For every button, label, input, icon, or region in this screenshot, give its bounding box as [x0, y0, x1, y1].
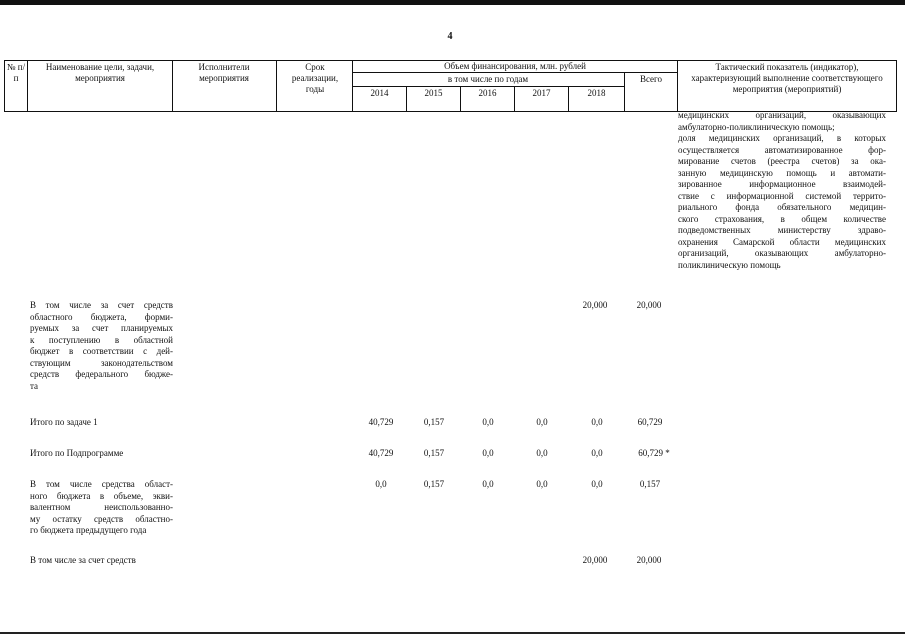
header-executors: Исполнители мероприятия — [198, 62, 250, 83]
cell-total: 60,729 * — [638, 448, 670, 458]
page-number: 4 — [447, 31, 453, 42]
cell-2016: 0,0 — [482, 479, 494, 489]
indicator-text — [678, 110, 886, 271]
cell-total: 20,000 — [636, 555, 662, 565]
cell-2018: 0,0 — [591, 448, 603, 458]
cell-2017: 0,0 — [536, 448, 548, 458]
indicator-line: доля медицинских организаций, в которых — [678, 133, 886, 143]
header-total: Всего — [639, 74, 663, 84]
row-desc-line: областного бюджета, форми- — [30, 311, 173, 322]
header-year-2018: 2018 — [587, 88, 606, 98]
header-year-2015: 2015 — [424, 88, 443, 98]
top-border — [0, 0, 905, 5]
indicator-line: риального фонда обязательного медицин- — [678, 202, 886, 212]
indicator-line: амбулаторно-поликлиническую помощь; — [678, 121, 835, 132]
cell-2015: 0,157 — [423, 479, 445, 489]
row-desc-line: В том числе средства област- — [30, 479, 173, 489]
row-desc-line: В том числе за счет средств — [30, 300, 173, 310]
cell-2014: 0,0 — [375, 479, 387, 489]
header-vrule — [276, 60, 277, 112]
row-desc-line: руемых за счет планируемых — [30, 323, 173, 333]
indicator-line: медицинских организаций, оказывающих — [678, 110, 886, 120]
indicator-line: ского страхования, в общем количестве — [678, 213, 886, 224]
indicator-line: мирование счетов (реестра счетов) за ока- — [678, 156, 886, 166]
cell-2016: 0,0 — [482, 448, 494, 458]
header-year-2014: 2014 — [370, 88, 389, 98]
table-row-description — [30, 417, 173, 429]
row-desc-line: Итого по Подпрограмме — [30, 448, 124, 458]
indicator-line: охранения Самарской области медицинских — [678, 236, 886, 247]
table-row-description — [30, 300, 173, 392]
row-desc-line: валентном неиспользованно- — [30, 502, 173, 512]
row-desc-line: ствующим законодательством — [30, 357, 173, 368]
cell-2016: 0,0 — [482, 417, 494, 427]
cell-2014: 40,729 — [368, 448, 394, 458]
row-desc-line: бюджет в соответствии с дей- — [30, 346, 173, 356]
indicator-line: поликлиническую помощь — [678, 259, 781, 270]
indicator-line: подведомственных министерству здраво- — [678, 225, 886, 235]
funding-subrule — [352, 72, 677, 73]
header-num: № п/п — [6, 62, 26, 83]
cell-total: 60,729 — [637, 417, 663, 427]
row-desc-line: та — [30, 380, 39, 391]
table-header — [4, 60, 897, 112]
header-year-2017: 2017 — [532, 88, 551, 98]
indicator-line: зированное информационное взаимодей- — [678, 179, 886, 189]
cell-2018: 20,000 — [582, 555, 608, 565]
header-vrule — [27, 60, 28, 112]
row-desc-line: к поступлению в областной — [30, 334, 173, 345]
table-row-description — [30, 479, 173, 537]
cell-2017: 0,0 — [536, 479, 548, 489]
row-desc-line: го бюджета предыдущего года — [30, 525, 147, 535]
header-vrule — [677, 60, 678, 112]
header-by-years: в том числе по годам — [447, 74, 529, 84]
cell-total: 0,157 — [639, 479, 661, 489]
row-desc-line: ного бюджета в объеме, экви- — [30, 490, 173, 501]
indicator-line: ствие с информационной системой террито- — [678, 190, 886, 201]
row-desc-line: Итого по задаче 1 — [30, 417, 98, 427]
cell-2018: 0,0 — [591, 479, 603, 489]
cell-2018: 0,0 — [591, 417, 603, 427]
header-indicator: Тактический показатель (индикатор), характеризующий выполнение соответствующего мероприятия (мероприятий) — [691, 62, 883, 94]
header-period: Срок реализации, годы — [291, 62, 339, 94]
bottom-border — [0, 632, 905, 634]
header-funding: Объем финансирования, млн. рублей — [444, 61, 586, 71]
cell-2017: 0,0 — [536, 417, 548, 427]
cell-2014: 40,729 — [368, 417, 394, 427]
row-desc-line: му остатку средств областно- — [30, 513, 173, 524]
cell-2015: 0,157 — [423, 448, 445, 458]
indicator-line: занную медицинскую помощь и автомати- — [678, 167, 886, 178]
header-vrule — [172, 60, 173, 112]
header-name: Наименование цели, задачи, мероприятия — [45, 62, 155, 83]
cell-2018: 20,000 — [582, 300, 608, 310]
header-vrule — [352, 60, 353, 112]
row-desc-line: В том числе за счет средств — [30, 555, 136, 565]
indicator-line: организаций, оказывающих амбулаторно- — [678, 248, 886, 258]
cell-2015: 0,157 — [423, 417, 445, 427]
table-row-description — [30, 555, 173, 567]
indicator-line: осуществляется автоматизированное фор- — [678, 144, 886, 155]
header-vrule — [896, 60, 897, 112]
table-row-description — [30, 448, 173, 460]
row-desc-line: средств федерального бюдже- — [30, 369, 173, 379]
years-subrule — [352, 86, 624, 87]
cell-total: 20,000 — [636, 300, 662, 310]
header-year-2016: 2016 — [478, 88, 497, 98]
